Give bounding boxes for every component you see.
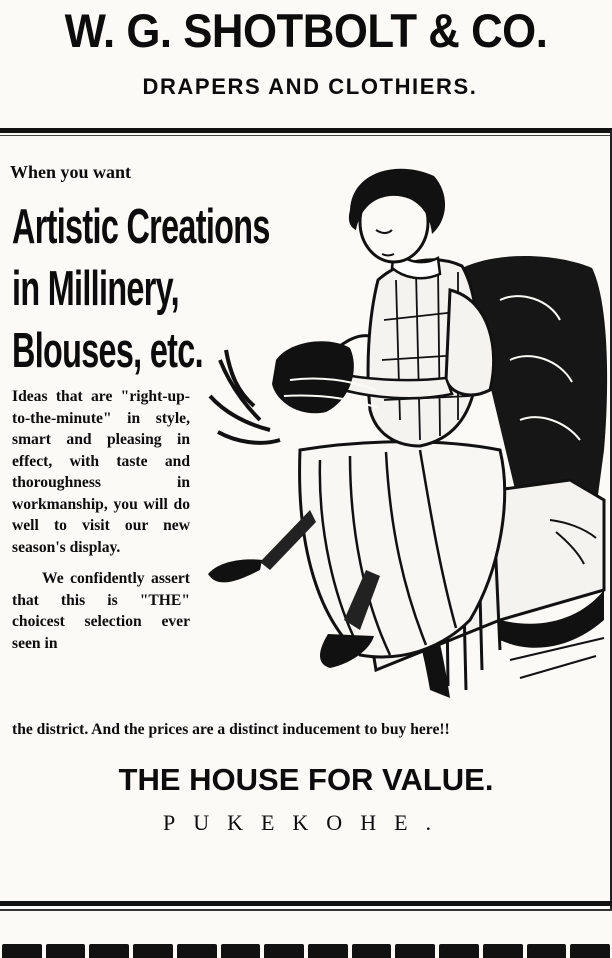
top-rule-thin [0, 135, 612, 136]
town-name: PUKEKOHE. [162, 810, 450, 835]
intro-line: When you want [10, 162, 132, 182]
headline-line-3: Blouses, etc. [12, 324, 203, 378]
paragraph-assertion: We confidently assert that this is "THE" choicest selection ever seen in [12, 570, 190, 652]
headline-line-2: in Millinery, [12, 262, 179, 316]
bottom-rule [0, 901, 612, 906]
decorative-border-strip [0, 944, 612, 958]
bottom-rule-thin [0, 909, 612, 911]
left-shoe [208, 559, 262, 582]
closing-line: the district. And the prices are a distinct inducement to buy here!! [12, 721, 450, 738]
paragraph-style: Ideas that are "right-up-to-the-minute" in style, smart and pleasing in effect, with taste and thoroughness in workmanship, you will do well to visit our new season's display. [12, 388, 190, 556]
hat-crown [272, 341, 354, 413]
woman-in-armchair-illustration [200, 150, 610, 710]
trade-description: DRAPERS AND CLOTHIERS. [142, 74, 478, 99]
headline-line-1: Artistic Creations [12, 200, 270, 254]
top-rule [0, 128, 612, 133]
feather-plumes [210, 350, 280, 443]
headline [12, 196, 270, 382]
body-copy [12, 386, 190, 654]
firm-name: W. G. SHOTBOLT & CO. [64, 4, 548, 57]
slogan: THE HOUSE FOR VALUE. [118, 762, 494, 797]
